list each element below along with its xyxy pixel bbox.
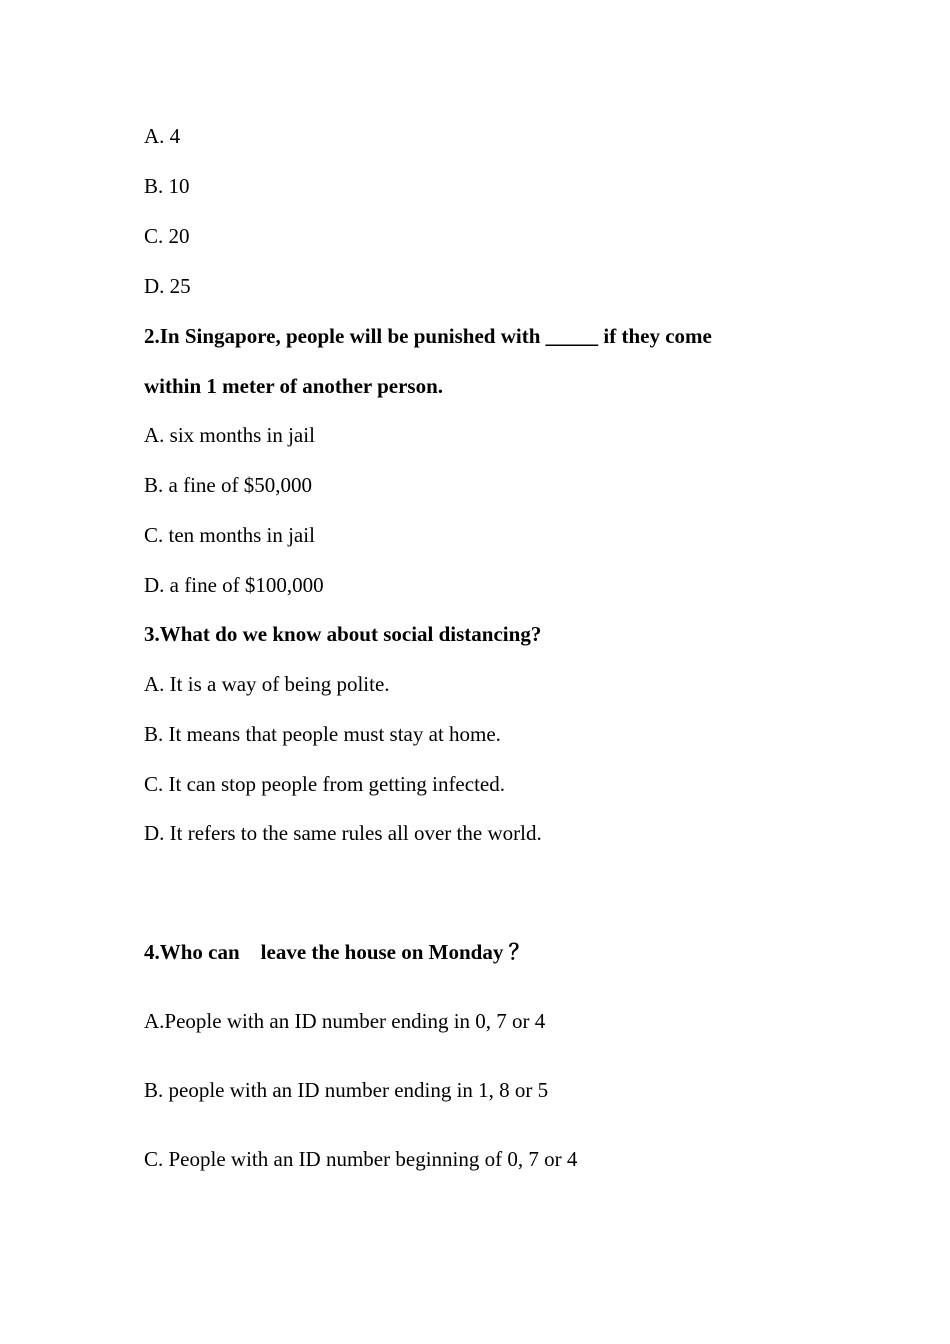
q2-option-c: C. ten months in jail (144, 523, 315, 547)
q2-option-b: B. a fine of $50,000 (144, 473, 312, 497)
q2-option-a: A. six months in jail (144, 423, 315, 447)
q3-option-a: A. It is a way of being polite. (144, 672, 390, 696)
q3-option-d: D. It refers to the same rules all over the world. (144, 821, 542, 845)
q2-question-line1: 2.In Singapore, people will be punished with _____ if they come (144, 324, 712, 348)
q1-option-d: D. 25 (144, 274, 191, 298)
q4-option-a: A.People with an ID number ending in 0, 7 or 4 (144, 1009, 546, 1033)
q1-option-c: C. 20 (144, 224, 190, 248)
q2-option-d: D. a fine of $100,000 (144, 573, 324, 597)
q2-question-line2: within 1 meter of another person. (144, 374, 444, 398)
q3-question: 3.What do we know about social distancing? (144, 622, 542, 646)
q4-option-b: B. people with an ID number ending in 1, 8 or 5 (144, 1078, 549, 1102)
q1-option-a: A. 4 (144, 124, 181, 148)
q3-option-c: C. It can stop people from getting infected. (144, 772, 505, 796)
q3-option-b: B. It means that people must stay at home. (144, 722, 501, 746)
q4-question-mark: ？ (508, 940, 530, 964)
q4-option-c: C. People with an ID number beginning of 0, 7 or 4 (144, 1147, 578, 1171)
q4-question-text: 4.Who can leave the house on Monday (144, 940, 504, 964)
q1-option-b: B. 10 (144, 174, 190, 198)
q4-question (144, 939, 530, 965)
